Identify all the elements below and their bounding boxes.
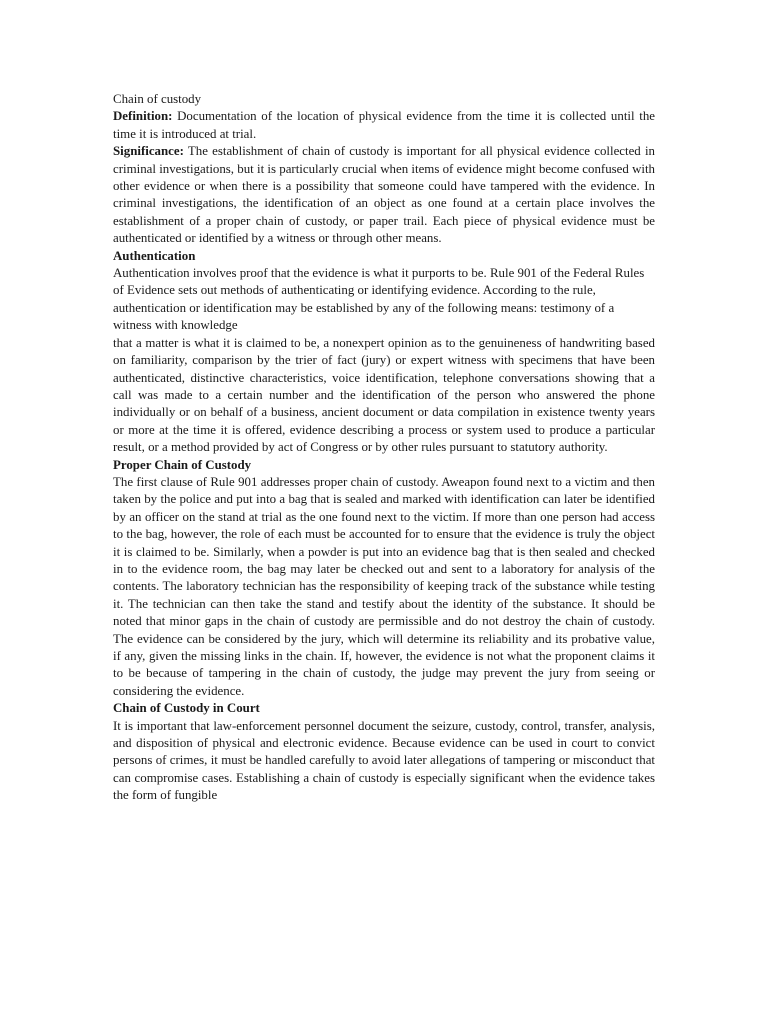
significance-paragraph <box>113 143 655 247</box>
definition-label: Definition: <box>113 109 173 124</box>
authentication-paragraph-1: Authentication involves proof that the evidence is what it purports to be. Rule 901 of the Federal Rules of Evidence sets out methods of authenticating or identifying evidence. According to the rule, authentication or identification may be established by any of the following means: testimony of a witness with knowledge <box>113 266 645 333</box>
document-title: Chain of custody <box>113 92 202 106</box>
document-page <box>113 91 655 805</box>
proper-chain-heading: Proper Chain of Custody <box>113 457 252 472</box>
definition-paragraph <box>113 108 655 143</box>
proper-chain-paragraph: The first clause of Rule 901 addresses proper chain of custody. Aweapon found next to a victim and then taken by the police and put into a bag that is sealed and marked with identification can later be identified by an officer on the stand at trial as the one found next to the victim. If more than one person had access to the bag, however, the role of each must be accounted for to ensure that the evidence is truly the object it is claimed to be. Similarly, when a powder is put into an evidence bag that is then sealed and checked in to the evidence room, the bag may later be checked out and sent to a laboratory for analysis of the contents. The laboratory technician has the responsibility of keeping track of the substance while testing it. The technician can then take the stand and testify about the identity of the substance. It should be noted that minor gaps in the chain of custody are permissible and do not destroy the chain of custody. The evidence can be considered by the jury, which will determine its reliability and its probative value, if any, given the missing links in the chain. If, however, the evidence is not what the proponent claims it to be because of tampering in the chain of custody, the judge may prevent the jury from seeing or considering the evidence. <box>113 474 655 698</box>
significance-text: The establishment of chain of custody is important for all physical evidence collected in criminal investigations, but it is particularly crucial when items of evidence might become confused with other evidence or when there is a possibility that someone could have tampered with the evidence. In criminal investigations, the identification of an object as one found at a certain place involves the establishment of a proper chain of custody, or paper trail. Each piece of physical evidence must be authenticated or identified by a witness or through other means. <box>113 144 655 246</box>
chain-in-court-paragraph: It is important that law-enforcement personnel document the seizure, custody, control, transfer, analysis, and disposition of physical and electronic evidence. Because evidence can be used in court to convict persons of crimes, it must be handled carefully to avoid later allegations of tampering or misconduct that can compromise cases. Establishing a chain of custody is especially significant when the evidence takes the form of fungible <box>113 718 655 803</box>
definition-text: Documentation of the location of physical evidence from the time it is collected until the time it is introduced at trial. <box>113 109 655 141</box>
significance-label: Significance: <box>113 144 184 159</box>
authentication-paragraph-2: that a matter is what it is claimed to be, a nonexpert opinion as to the genuineness of handwriting based on familiarity, comparison by the trier of fact (jury) or expert witness with specimens that have been authenticated, distinctive characteristics, voice identification, telephone conversations showing that a call was made to a certain number and the identification of the person who answered the phone individually or on behalf of a business, ancient document or data compilation in existence twenty years or more at the time it is offered, evidence describing a process or system used to produce a particular result, or a method provided by act of Congress or by other rules pursuant to statutory authority. <box>113 335 655 455</box>
authentication-heading: Authentication <box>113 248 196 263</box>
chain-in-court-heading: Chain of Custody in Court <box>113 701 260 716</box>
